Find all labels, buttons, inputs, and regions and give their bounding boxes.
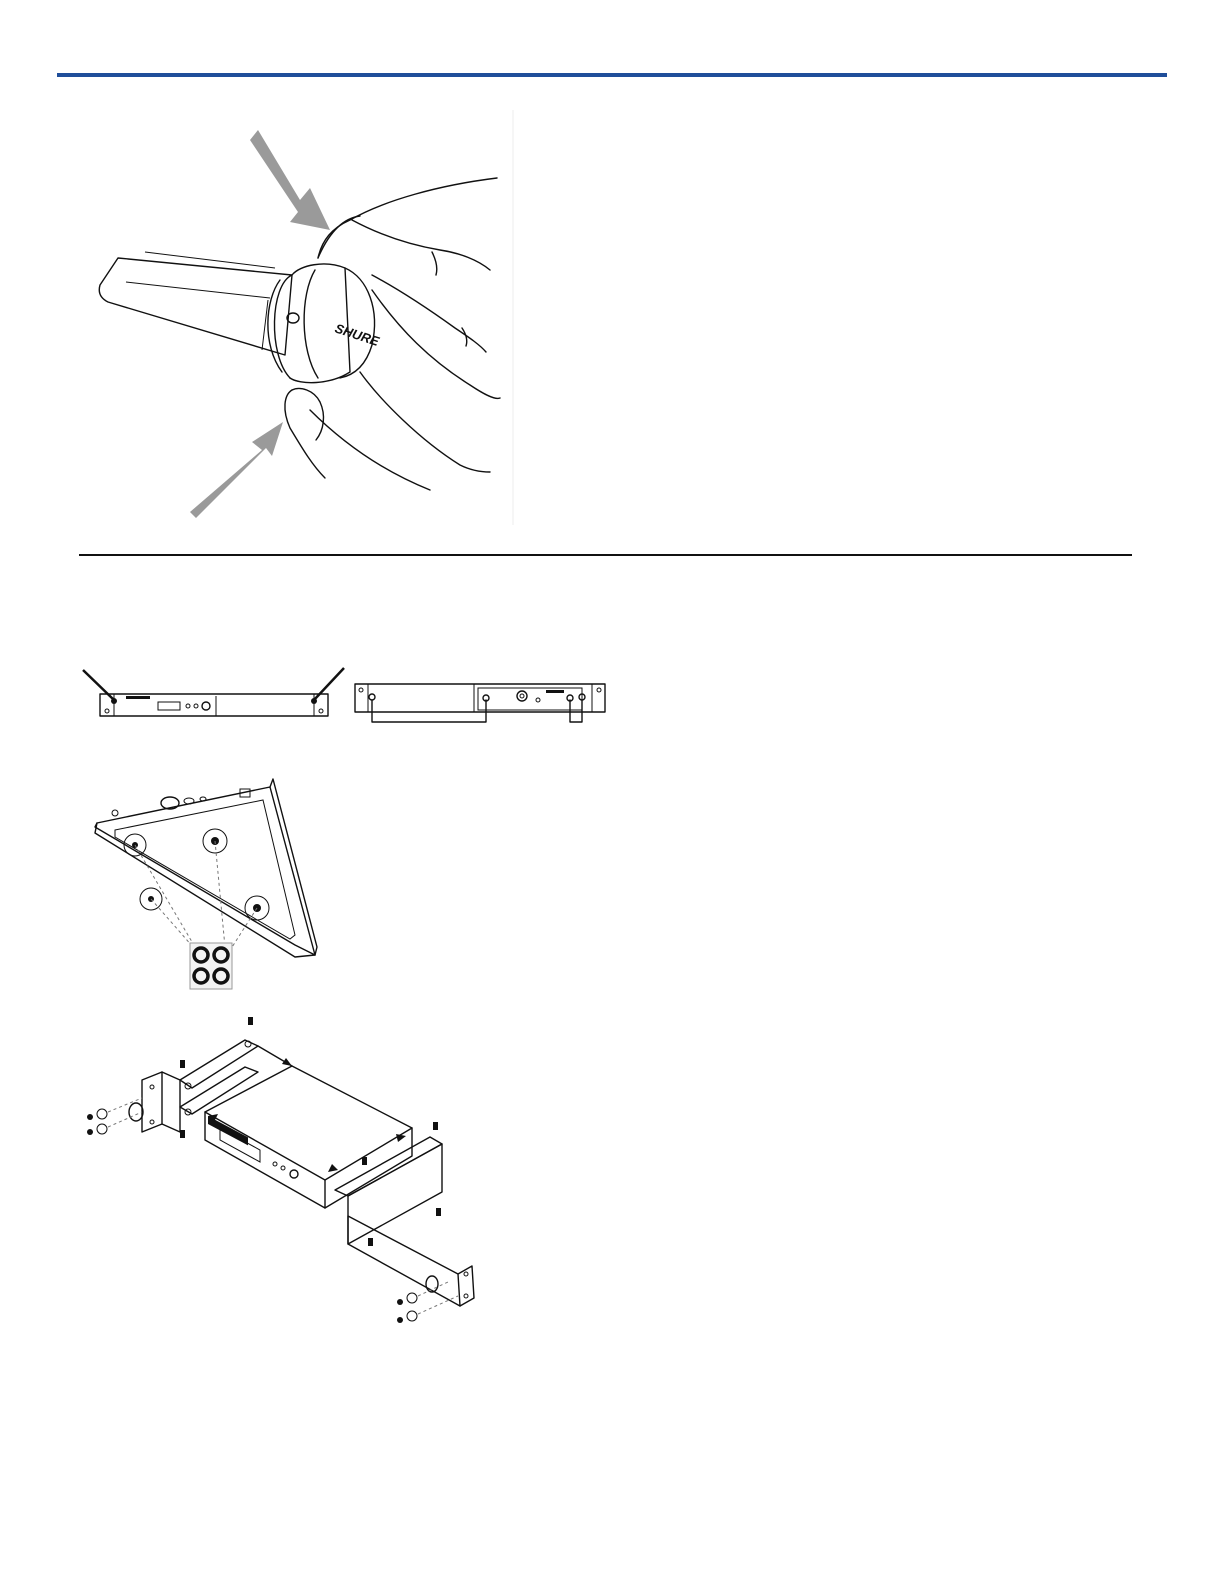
shure-logo: SHURE <box>333 320 381 349</box>
screw-icon <box>397 1293 417 1323</box>
receiver-feet-installation-illustration <box>85 775 325 995</box>
arrow-up-icon <box>190 422 283 518</box>
rubber-feet-sheet-icon <box>190 943 232 989</box>
receiver-rear-panel-illustration <box>350 670 610 730</box>
rack-mount-kit-illustration <box>80 1012 500 1342</box>
microphone-grille-removal-illustration <box>0 110 520 550</box>
foot-mount-points <box>124 829 269 920</box>
receiver-front-panel-illustration <box>78 660 358 720</box>
arrow-down-icon <box>250 130 330 230</box>
section-divider <box>79 554 1132 556</box>
header-rule <box>57 73 1167 77</box>
screw-icon <box>87 1109 107 1135</box>
